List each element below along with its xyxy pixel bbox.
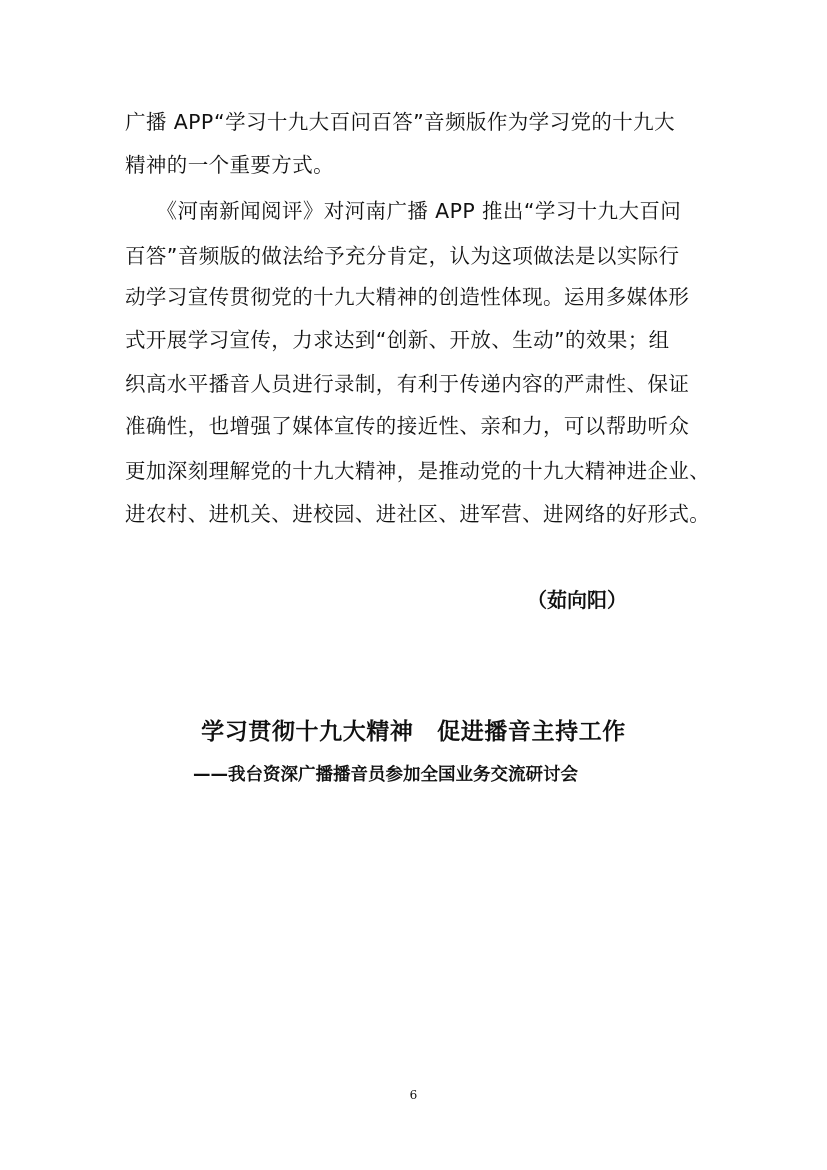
article-author: （茹向阳）: [527, 588, 627, 612]
paragraph-line-1: 广播 APP“学习十九大百问百答”音频版作为学习党的十九大: [125, 110, 675, 134]
paragraph-line-6: 式开展学习宣传，力求达到“创新、开放、生动”的效果；组: [125, 328, 670, 352]
paragraph-line-2: 精神的一个重要方式。: [125, 153, 334, 177]
paragraph-line-5: 动学习宣传贯彻党的十九大精神的创造性体现。运用多媒体形: [125, 285, 690, 309]
section-subtitle: ——我台资深广播播音员参加全国业务交流研讨会: [193, 765, 578, 785]
page-number: 6: [409, 1088, 418, 1102]
paragraph-line-8: 准确性，也增强了媒体宣传的接近性、亲和力，可以帮助听众: [125, 414, 690, 438]
paragraph-line-9: 更加深刻理解党的十九大精神，是推动党的十九大精神进企业、: [125, 459, 711, 483]
section-title: 学习贯彻十九大精神 促进播音主持工作: [201, 719, 626, 745]
paragraph-line-4: 百答”音频版的做法给予充分肯定，认为这项做法是以实际行: [125, 244, 680, 268]
paragraph-line-10: 进农村、进机关、进校园、进社区、进军营、进网络的好形式。: [125, 502, 711, 526]
paragraph-line-3: 《河南新闻阅评》对河南广播 APP 推出“学习十九大百问: [125, 199, 682, 223]
paragraph-line-7: 织高水平播音人员进行录制，有利于传递内容的严肃性、保证: [125, 372, 690, 396]
